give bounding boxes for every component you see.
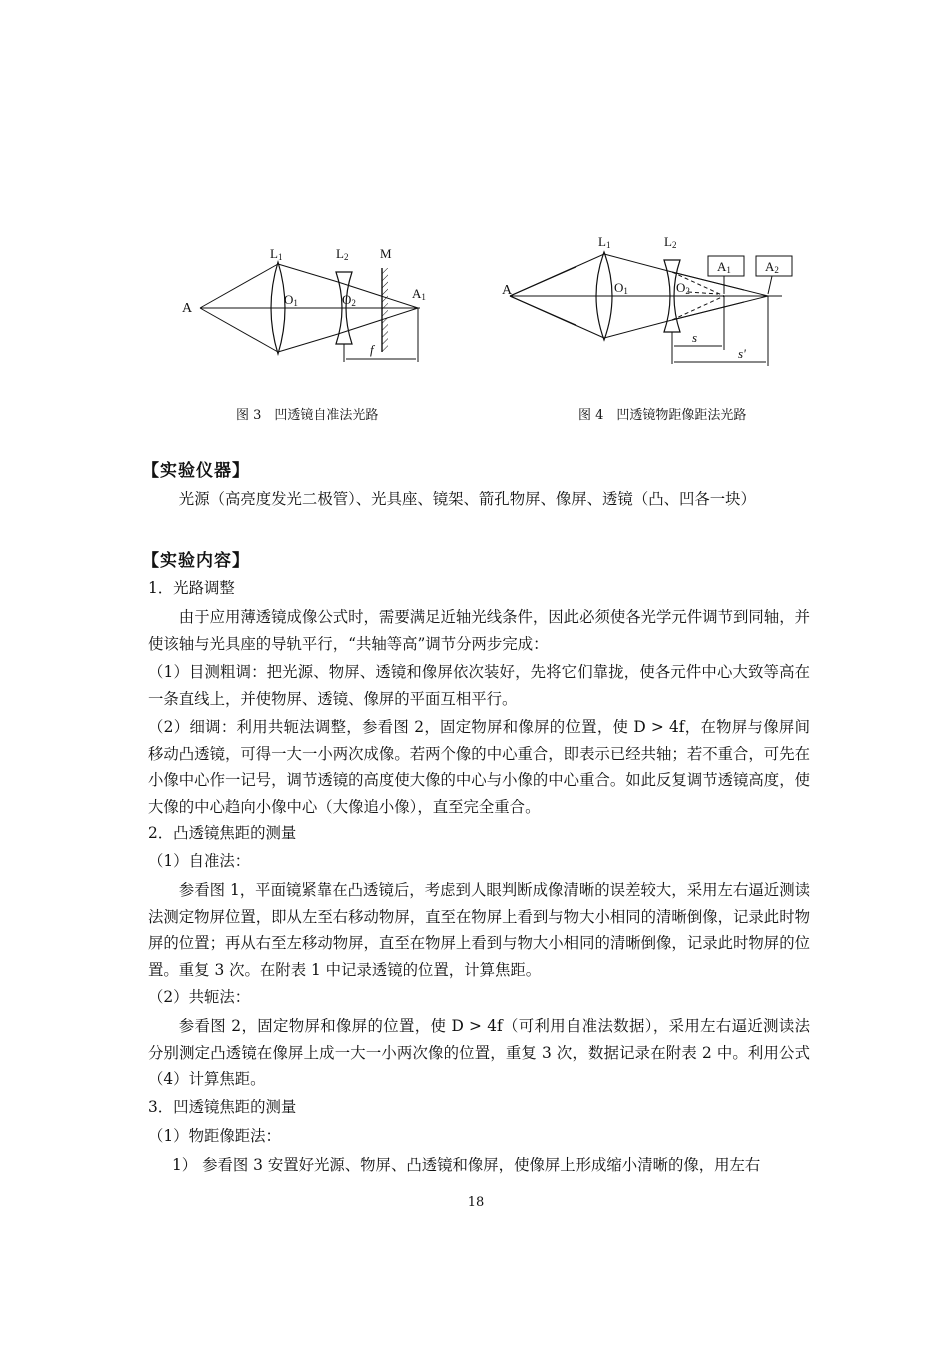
fig4-label-s-prime: s': [738, 346, 746, 361]
fig3-label-f: f: [370, 342, 374, 357]
figure-4-diagram: [496, 232, 796, 370]
fig3-label-O1: O1: [284, 292, 298, 308]
paragraph-5: 参看图 2，固定物屏和像屏的位置，使 D > 4f（可利用自准法数据），采用左右逼近测读法分别测定凸透镜在像屏上成一大一小两次像的位置，重复 3 次，数据记录在附表 2 中。利用公式（4）计算焦距。: [148, 1017, 810, 1088]
fig4-label-A: A: [502, 283, 513, 298]
fig3-label-M: M: [380, 246, 392, 261]
fig3-label-O2: O2: [342, 292, 356, 308]
paragraph-3: （2）细调：利用共轭法调整，参看图 2，固定物屏和像屏的位置，使 D > 4f，在物屏与像屏间移动凸透镜，可得一大一小两次成像。若两个像的中心重合，即表示已经共轴；若不重合，可先在小像中心作一记号，调节透镜的高度使大像的中心与小像的中心重合。如此反复调节透镜高度，使大像的中心趋向小像中心（大像追小像），直至完全重合。: [148, 718, 810, 816]
fig4-label-A1: A1: [717, 259, 731, 275]
fig3-label-A1: A1: [412, 286, 426, 302]
fig4-label-L2: L2: [664, 234, 677, 250]
instruments-text: 光源（高亮度发光二极管）、光具座、镜架、箭孔物屏、像屏、透镜（凸、凹各一块）: [178, 490, 756, 508]
section-title-content: 【实验内容】: [142, 551, 250, 571]
fig4-label-A2: A2: [765, 259, 779, 275]
heading-2-2: （2）共轭法：: [148, 988, 251, 1006]
heading-2-1: （1）自准法：: [148, 852, 251, 870]
fig3-label-A: A: [182, 301, 193, 316]
figure-3-caption: 图 3 凹透镜自准法光路: [236, 408, 379, 423]
page-number: 18: [467, 1195, 485, 1210]
paragraph-1: 由于应用薄透镜成像公式时，需要满足近轴光线条件，因此必须使各光学元件调节到同轴，并使该轴与光具座的导轨平行，“共轴等高”调节分两步完成：: [148, 608, 810, 653]
section-title-instruments: 【实验仪器】: [142, 461, 250, 481]
paragraph-2: （1）目测粗调：把光源、物屏、透镜和像屏依次装好，先将它们靠拢，使各元件中心大致等高在一条直线上，并使物屏、透镜、像屏的平面互相平行。: [148, 663, 810, 708]
fig4-label-s: s: [692, 330, 698, 345]
fig4-label-L1: L1: [598, 234, 611, 250]
fig4-label-O1: O1: [614, 280, 628, 296]
paragraph-4: 参看图 1，平面镜紧靠在凸透镜后，考虑到人眼判断成像清晰的误差较大，采用左右逼近测读法测定物屏位置，即从左至右移动物屏，直至在物屏上看到与物大小相同的清晰倒像，记录此时物屏的位置；再从右至左移动物屏，直至在物屏上看到与物大小相同的清晰倒像，记录此时物屏的位置。重复 3 次。在附表 1 中记录透镜的位置，计算焦距。: [148, 881, 810, 979]
figure-4-caption: 图 4 凹透镜物距像距法光路: [578, 408, 747, 423]
heading-2: 2．凸透镜焦距的测量: [148, 824, 297, 842]
fig4-label-O2: O2: [676, 280, 690, 296]
fig3-label-L2: L2: [336, 246, 349, 262]
paragraph-6: 1） 参看图 3 安置好光源、物屏、凸透镜和像屏，使像屏上形成缩小清晰的像，用左右: [172, 1156, 761, 1174]
heading-3-1: （1）物距像距法：: [148, 1127, 281, 1145]
figure-3-diagram: [170, 238, 450, 370]
heading-1: 1．光路调整: [148, 579, 235, 597]
fig3-label-L1: L1: [270, 246, 283, 262]
heading-3: 3．凹透镜焦距的测量: [148, 1098, 297, 1116]
